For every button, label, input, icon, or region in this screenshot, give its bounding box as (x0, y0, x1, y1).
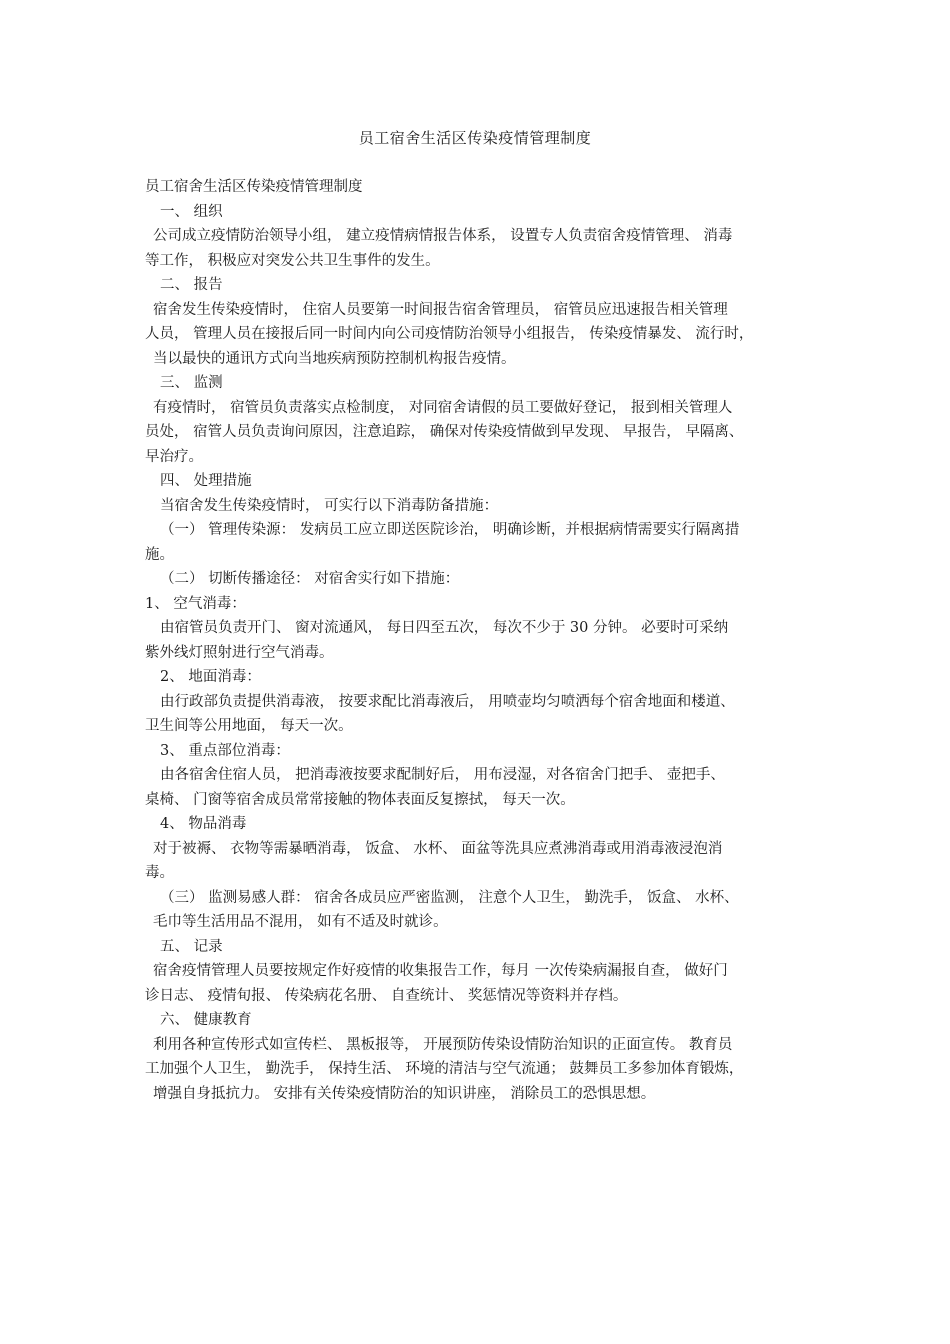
subsection-heading: （三） 监测易感人群： 宿舍各成员应严密监测， 注意个人卫生， 勤洗手， 饭盒、 水杯、 (160, 889, 739, 906)
section-heading-organization: 一、 组织 (160, 203, 223, 220)
paragraph-line: 毒。 (145, 865, 174, 881)
paragraph-line: 施。 (145, 546, 174, 563)
item-heading: 3、 重点部位消毒： (160, 742, 290, 759)
subsection-heading: （二） 切断传播途径： 对宿舍实行如下措施： (160, 571, 460, 587)
section-heading-records: 五、 记录 (160, 938, 223, 955)
paragraph-line: 由行政部负责提供消毒液， 按要求配比消毒液后， 用喷壶均匀喷洒每个宿舍地面和楼道、 (160, 693, 735, 710)
section-heading-measures: 四、 处理措施 (160, 473, 252, 489)
item-heading: 1、 空气消毒： (145, 595, 246, 612)
section-heading-report: 二、 报告 (160, 277, 223, 293)
section-heading-monitoring: 三、 监测 (160, 375, 223, 391)
item-heading: 4、 物品消毒 (160, 816, 247, 832)
paragraph-line: 对于被褥、 衣物等需暴晒消毒， 饭盒、 水杯、 面盆等洗具应煮沸消毒或用消毒液浸泡消 (153, 840, 723, 857)
paragraph-line: 诊日志、 疫情旬报、 传染病花名册、 自查统计、 奖惩情况等资料并存档。 (145, 987, 628, 1004)
subsection-heading: （一） 管理传染源： 发病员工应立即送医院诊治， 明确诊断，并根据病情需要实行隔离措 (160, 522, 740, 538)
paragraph-line: 毛巾等生活用品不混用， 如有不适及时就诊。 (153, 914, 448, 930)
paragraph-line: 工加强个人卫生， 勤洗手， 保持生活、 环境的清洁与空气流通； 鼓舞员工多参加体育锻炼， (145, 1061, 744, 1077)
paragraph-line: 早治疗。 (145, 448, 203, 465)
paragraph-line: 由宿管员负责开门、 窗对流通风， 每日四至五次， 每次不少于 30 分钟。 必要时可采纳 (160, 620, 729, 636)
paragraph-line: 当宿舍发生传染疫情时， 可实行以下消毒防备措施： (160, 497, 499, 514)
paragraph-line: 增强自身抵抗力。 安排有关传染疫情防治的知识讲座， 消除员工的恐惧思想。 (153, 1085, 656, 1102)
paragraph-line: 紫外线灯照射进行空气消毒。 (145, 644, 334, 661)
paragraph-line: 宿舍发生传染疫情时， 住宿人员要第一时间报告宿舍管理员， 宿管员应迅速报告相关管理 (153, 301, 728, 318)
paragraph-line: 等工作， 积极应对突发公共卫生事件的发生。 (145, 252, 440, 269)
page-title: 员工宿舍生活区传染疫情管理制度 (358, 129, 592, 147)
paragraph-line: 卫生间等公用地面， 每天一次。 (145, 718, 353, 734)
item-heading: 2、 地面消毒： (160, 669, 261, 685)
paragraph-line: 人员， 管理人员在接报后同一时间内向公司疫情防治领导小组报告， 传染疫情暴发、 流行时， (145, 326, 754, 342)
body-heading-line: 员工宿舍生活区传染疫情管理制度 (145, 179, 363, 195)
section-heading-health-education: 六、 健康教育 (160, 1012, 252, 1028)
paragraph-line: 桌椅、 门窗等宿舍成员常常接触的物体表面反复擦拭， 每天一次。 (145, 791, 575, 808)
paragraph-line: 员处， 宿管人员负责询问原因，注意追踪， 确保对传染疫情做到早发现、 早报告， 早隔离、 (145, 424, 744, 440)
paragraph-line: 宿舍疫情管理人员要按规定作好疫情的收集报告工作，每月 一次传染病漏报自查， 做好门 (153, 963, 728, 979)
paragraph-line: 公司成立疫情防治领导小组， 建立疫情病情报告体系， 设置专人负责宿舍疫情管理、 消毒 (153, 228, 733, 244)
paragraph-line: 当以最快的通讯方式向当地疾病预防控制机构报告疫情。 (153, 350, 516, 367)
paragraph-line: 利用各种宣传形式如宣传栏、 黑板报等， 开展预防传染设情防治知识的正面宣传。 教育员 (153, 1036, 733, 1053)
document-body (145, 175, 820, 1106)
paragraph-line: 有疫情时， 宿管员负责落实点检制度， 对同宿舍请假的员工要做好登记， 报到相关管理人 (153, 399, 733, 416)
paragraph-line: 由各宿舍住宿人员， 把消毒液按要求配制好后， 用布浸湿，对各宿舍门把手、 壶把手、 (160, 767, 725, 783)
